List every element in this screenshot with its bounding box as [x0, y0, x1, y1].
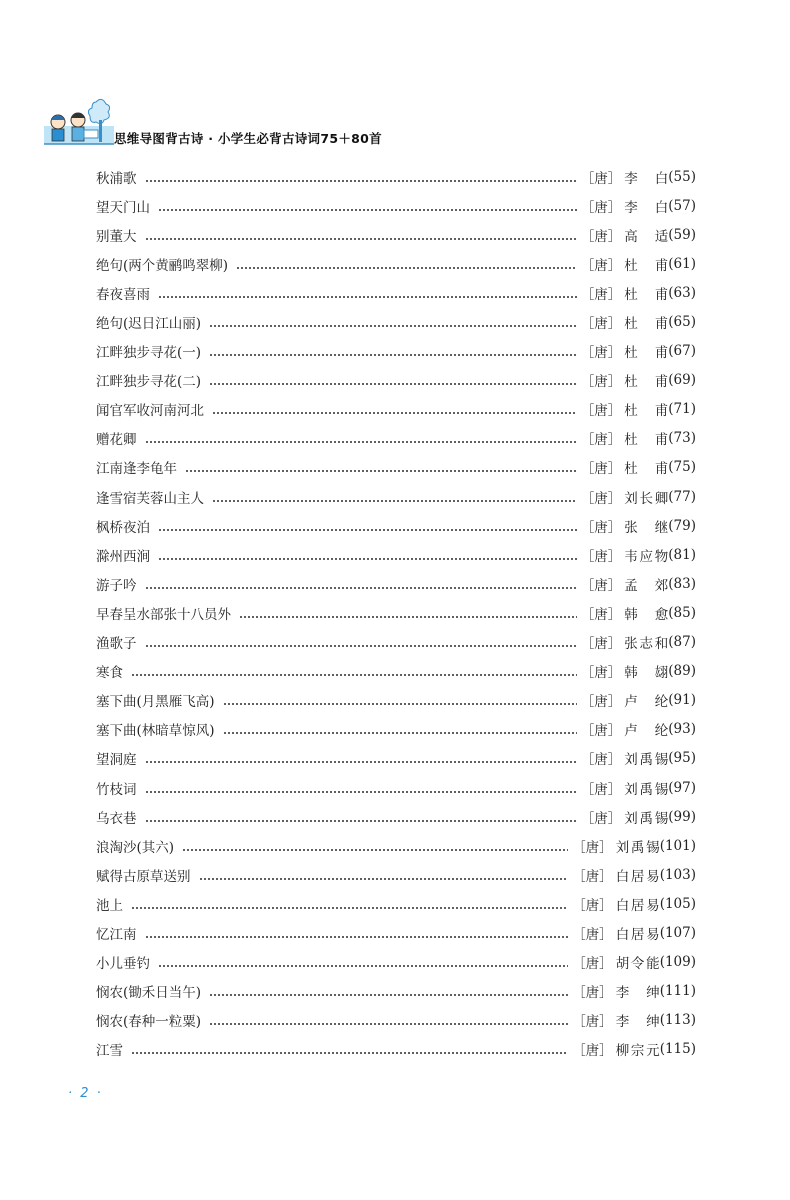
- dot-leader: [131, 897, 568, 911]
- page-reference: (107): [659, 924, 696, 941]
- dynasty-label: ［唐］: [580, 432, 622, 449]
- poem-title: 早春呈水部张十八员外: [96, 606, 231, 623]
- dot-leader: [209, 373, 577, 387]
- page-reference: (67): [668, 343, 696, 360]
- dynasty-label: ［唐］: [572, 956, 613, 973]
- poem-title: 竹枝词: [96, 781, 137, 798]
- poem-title: 望洞庭: [96, 752, 137, 769]
- page-reference: (89): [668, 663, 696, 680]
- page-reference: (61): [668, 255, 696, 272]
- toc-entry[interactable]: [96, 831, 696, 860]
- dot-leader: [145, 810, 577, 824]
- poet-name: 杜甫: [624, 461, 669, 478]
- toc-entry[interactable]: [96, 482, 696, 511]
- dot-leader: [223, 693, 577, 707]
- page-reference: (69): [668, 372, 696, 389]
- poem-title: 滁州西涧: [96, 548, 150, 565]
- page-reference: (75): [668, 459, 696, 476]
- page-reference: (93): [668, 721, 696, 738]
- toc-entry[interactable]: [96, 307, 696, 336]
- cartoon-children-logo-icon: [44, 96, 114, 148]
- toc-entry[interactable]: [96, 191, 696, 220]
- poem-title: 塞下曲(月黑雁飞高): [96, 694, 215, 711]
- poem-title: 小儿垂钓: [96, 956, 150, 973]
- dot-leader: [236, 257, 577, 271]
- dynasty-label: ［唐］: [580, 316, 622, 333]
- poet-name: 高适: [624, 228, 669, 245]
- poet-name: 孟郊: [624, 577, 669, 594]
- dynasty-label: ［唐］: [572, 897, 613, 914]
- poem-title: 江畔独步寻花(一): [96, 345, 202, 362]
- page-number: · 2 ·: [68, 1086, 103, 1101]
- toc-entry[interactable]: [96, 1035, 696, 1064]
- toc-entry[interactable]: [96, 337, 696, 366]
- poet-name: 张继: [624, 519, 669, 536]
- dynasty-label: ［唐］: [572, 868, 613, 885]
- poet-name: 杜甫: [624, 374, 669, 391]
- page-reference: (63): [668, 284, 696, 301]
- page-reference: (111): [659, 983, 696, 1000]
- page-reference: (95): [668, 750, 696, 767]
- poem-title: 江畔独步寻花(二): [96, 374, 202, 391]
- poem-title: 乌衣巷: [96, 810, 137, 827]
- dynasty-label: ［唐］: [580, 577, 622, 594]
- dot-leader: [158, 286, 577, 300]
- dynasty-label: ［唐］: [580, 257, 622, 274]
- page-reference: (101): [659, 837, 696, 854]
- dot-leader: [158, 519, 577, 533]
- page-reference: (113): [659, 1012, 696, 1029]
- table-of-contents: [96, 162, 696, 1064]
- page-reference: (57): [668, 197, 696, 214]
- dot-leader: [131, 664, 577, 678]
- poet-name: 李绅: [615, 1014, 660, 1031]
- dynasty-label: ［唐］: [580, 461, 622, 478]
- poem-title: 悯农(春种一粒粟): [96, 1014, 202, 1031]
- dot-leader: [145, 170, 577, 184]
- page-reference: (65): [668, 314, 696, 331]
- poem-title: 浪淘沙(其六): [96, 839, 175, 856]
- page-reference: (105): [659, 895, 696, 912]
- dynasty-label: ［唐］: [580, 490, 622, 507]
- dot-leader: [145, 635, 577, 649]
- toc-entry[interactable]: [96, 598, 696, 627]
- dynasty-label: ［唐］: [580, 810, 622, 827]
- dot-leader: [239, 606, 577, 620]
- dot-leader: [158, 548, 577, 562]
- dynasty-label: ［唐］: [572, 839, 613, 856]
- dot-leader: [145, 577, 577, 591]
- dynasty-label: ［唐］: [580, 519, 622, 536]
- poem-title: 悯农(锄禾日当午): [96, 985, 202, 1002]
- toc-entry[interactable]: [96, 802, 696, 831]
- dynasty-label: ［唐］: [580, 548, 622, 565]
- dot-leader: [145, 751, 577, 765]
- dynasty-label: ［唐］: [580, 752, 622, 769]
- poem-title: 别董大: [96, 228, 137, 245]
- poet-name: 白居易: [615, 868, 660, 885]
- dot-leader: [145, 228, 577, 242]
- poet-name: 卢纶: [624, 723, 669, 740]
- dot-leader: [199, 868, 569, 882]
- poem-title: 逢雪宿芙蓉山主人: [96, 490, 204, 507]
- page-header: [44, 96, 444, 148]
- page-reference: (77): [668, 488, 696, 505]
- toc-entry[interactable]: [96, 395, 696, 424]
- poet-name: 卢纶: [624, 694, 669, 711]
- poet-name: 韦应物: [624, 548, 669, 565]
- dot-leader: [145, 926, 569, 940]
- dynasty-label: ［唐］: [572, 926, 613, 943]
- poet-name: 李白: [624, 199, 669, 216]
- poet-name: 胡令能: [615, 956, 660, 973]
- page-reference: (97): [668, 779, 696, 796]
- poet-name: 刘禹锡: [624, 781, 669, 798]
- poet-name: 杜甫: [624, 432, 669, 449]
- dynasty-label: ［唐］: [580, 723, 622, 740]
- toc-entry[interactable]: [96, 860, 696, 889]
- poem-title: 枫桥夜泊: [96, 519, 150, 536]
- poet-name: 刘禹锡: [624, 752, 669, 769]
- toc-entry[interactable]: [96, 1006, 696, 1035]
- page-reference: (79): [668, 517, 696, 534]
- toc-entry[interactable]: [96, 453, 696, 482]
- toc-entry[interactable]: [96, 278, 696, 307]
- poet-name: 张志和: [624, 636, 669, 653]
- dynasty-label: ［唐］: [572, 1014, 613, 1031]
- dynasty-label: ［唐］: [580, 374, 622, 391]
- dynasty-label: ［唐］: [580, 636, 622, 653]
- poem-title: 塞下曲(林暗草惊风): [96, 723, 215, 740]
- dot-leader: [182, 839, 568, 853]
- poem-title: 秋浦歌: [96, 170, 137, 187]
- toc-entry[interactable]: [96, 657, 696, 686]
- poem-title: 绝句(两个黄鹂鸣翠柳): [96, 257, 229, 274]
- toc-entry[interactable]: [96, 686, 696, 715]
- toc-entry[interactable]: [96, 162, 696, 191]
- dynasty-label: ［唐］: [580, 228, 622, 245]
- dot-leader: [223, 722, 577, 736]
- dot-leader: [145, 431, 577, 445]
- poem-title: 赠花卿: [96, 432, 137, 449]
- toc-entry[interactable]: [96, 744, 696, 773]
- page-reference: (81): [668, 546, 696, 563]
- toc-entry[interactable]: [96, 569, 696, 598]
- book-title: 思维导图背古诗 · 小学生必背古诗词75＋80首: [114, 131, 382, 146]
- page-reference: (99): [668, 808, 696, 825]
- poem-title: 江南逢李龟年: [96, 461, 177, 478]
- poet-name: 韩愈: [624, 606, 669, 623]
- dynasty-label: ［唐］: [580, 694, 622, 711]
- toc-entry[interactable]: [96, 628, 696, 657]
- toc-entry[interactable]: [96, 889, 696, 918]
- dot-leader: [209, 984, 568, 998]
- poet-name: 杜甫: [624, 345, 669, 362]
- toc-entry[interactable]: [96, 366, 696, 395]
- page-reference: (73): [668, 430, 696, 447]
- poet-name: 杜甫: [624, 257, 669, 274]
- toc-entry[interactable]: [96, 715, 696, 744]
- toc-entry[interactable]: [96, 540, 696, 569]
- toc-entry[interactable]: [96, 773, 696, 802]
- poem-title: 春夜喜雨: [96, 286, 150, 303]
- toc-entry[interactable]: [96, 424, 696, 453]
- poem-title: 闻官军收河南河北: [96, 403, 204, 420]
- dynasty-label: ［唐］: [580, 345, 622, 362]
- toc-entry[interactable]: [96, 948, 696, 977]
- poet-name: 柳宗元: [615, 1043, 660, 1060]
- poem-title: 游子吟: [96, 577, 137, 594]
- dot-leader: [185, 460, 577, 474]
- page-reference: (115): [659, 1041, 696, 1058]
- page-reference: (85): [668, 604, 696, 621]
- dynasty-label: ［唐］: [580, 403, 622, 420]
- dynasty-label: ［唐］: [580, 665, 622, 682]
- dynasty-label: ［唐］: [580, 606, 622, 623]
- dot-leader: [158, 955, 568, 969]
- page-reference: (91): [668, 692, 696, 709]
- dynasty-label: ［唐］: [580, 199, 622, 216]
- poem-title: 寒食: [96, 665, 123, 682]
- toc-entry[interactable]: [96, 977, 696, 1006]
- poem-title: 绝句(迟日江山丽): [96, 316, 202, 333]
- page-reference: (87): [668, 634, 696, 651]
- toc-entry[interactable]: [96, 220, 696, 249]
- page-reference: (83): [668, 575, 696, 592]
- poet-name: 刘长卿: [624, 490, 669, 507]
- poem-title: 望天门山: [96, 199, 150, 216]
- poet-name: 韩翃: [624, 665, 669, 682]
- dot-leader: [131, 1042, 568, 1056]
- poet-name: 杜甫: [624, 316, 669, 333]
- poet-name: 李白: [624, 170, 669, 187]
- dot-leader: [209, 1013, 568, 1027]
- poem-title: 渔歌子: [96, 636, 137, 653]
- dot-leader: [158, 199, 577, 213]
- dynasty-label: ［唐］: [580, 170, 622, 187]
- poem-title: 赋得古原草送别: [96, 868, 191, 885]
- dot-leader: [145, 781, 577, 795]
- page-reference: (71): [668, 401, 696, 418]
- poet-name: 白居易: [615, 897, 660, 914]
- poem-title: 忆江南: [96, 926, 137, 943]
- dynasty-label: ［唐］: [580, 286, 622, 303]
- toc-entry[interactable]: [96, 511, 696, 540]
- page-reference: (59): [668, 226, 696, 243]
- poet-name: 杜甫: [624, 286, 669, 303]
- toc-entry[interactable]: [96, 918, 696, 947]
- poet-name: 白居易: [615, 926, 660, 943]
- dynasty-label: ［唐］: [580, 781, 622, 798]
- poem-title: 池上: [96, 897, 123, 914]
- poet-name: 刘禹锡: [624, 810, 669, 827]
- poet-name: 杜甫: [624, 403, 669, 420]
- page-reference: (109): [659, 954, 696, 971]
- dynasty-label: ［唐］: [572, 985, 613, 1002]
- page-reference: (103): [659, 866, 696, 883]
- page-reference: (55): [668, 168, 696, 185]
- dynasty-label: ［唐］: [572, 1043, 613, 1060]
- dot-leader: [209, 315, 577, 329]
- poem-title: 江雪: [96, 1043, 123, 1060]
- toc-entry[interactable]: [96, 249, 696, 278]
- dot-leader: [209, 344, 577, 358]
- poet-name: 李绅: [615, 985, 660, 1002]
- dot-leader: [212, 402, 577, 416]
- poet-name: 刘禹锡: [615, 839, 660, 856]
- dot-leader: [212, 490, 577, 504]
